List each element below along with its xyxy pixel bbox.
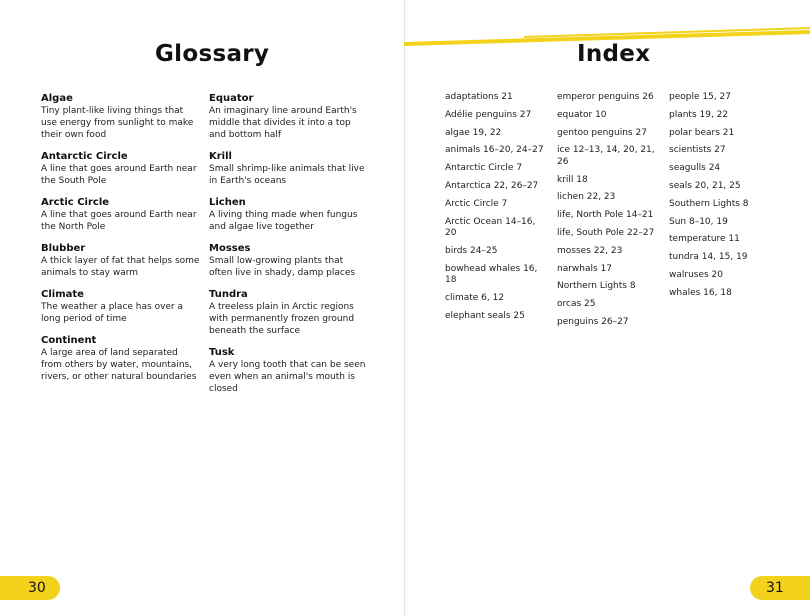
index-entry: Adélie penguins 27	[445, 109, 532, 120]
glossary-definition: A line that goes around Earth near the South Pole	[41, 164, 197, 186]
index-entry: Arctic Ocean 14–16, 20	[445, 216, 536, 239]
index-entry: Antarctic Circle 7	[445, 163, 523, 174]
index-entry: seals 20, 21, 25	[669, 180, 741, 191]
index-entry: equator 10	[557, 109, 607, 120]
index-entry: adaptations 21	[445, 92, 513, 102]
glossary-term: Continent	[41, 335, 97, 346]
glossary-term: Antarctic Circle	[41, 151, 128, 162]
glossary-term: Blubber	[41, 243, 86, 254]
index-entry: emperor penguins 26	[557, 92, 654, 102]
glossary-column-1	[41, 92, 201, 392]
index-entry: life, North Pole 14–21	[557, 210, 654, 221]
glossary-definition: A line that goes around Earth near the North Pole	[41, 210, 197, 232]
page-fold	[404, 0, 405, 616]
index-entry: Sun 8–10, 19	[669, 216, 728, 227]
glossary-definition: Small low-growing plants that often live in shady, damp places	[209, 256, 356, 278]
glossary-term: Lichen	[209, 197, 246, 208]
glossary-entry	[209, 92, 369, 141]
index-column-2	[557, 92, 659, 335]
glossary-entry	[209, 288, 369, 337]
index-entry: bowhead whales 16, 18	[445, 263, 538, 286]
index-entry: people 15, 27	[669, 92, 731, 102]
index-entry: ice 12–13, 14, 20, 21, 26	[557, 145, 655, 167]
index-entry: whales 16, 18	[669, 287, 732, 298]
index-entry: mosses 22, 23	[557, 245, 623, 256]
glossary-definition: Tiny plant-like living things that use energy from sunlight to make their own food	[41, 106, 194, 140]
index-entry: elephant seals 25	[445, 310, 525, 321]
glossary-entry	[41, 92, 201, 141]
glossary-term: Equator	[209, 93, 254, 104]
index-entry: life, South Pole 22–27	[557, 228, 655, 239]
index-entry: polar bears 21	[669, 127, 735, 138]
glossary-term: Tusk	[209, 347, 235, 358]
glossary-definition: A living thing made when fungus and algae live together	[209, 210, 358, 232]
index-column-3	[669, 92, 769, 306]
index-entry: Antarctica 22, 26–27	[445, 180, 539, 191]
glossary-entry	[209, 196, 369, 233]
index-column-1	[445, 92, 545, 329]
index-entry: Southern Lights 8	[669, 198, 749, 209]
index-entry: animals 16–20, 24–27	[445, 145, 544, 156]
index-entry: krill 18	[557, 174, 588, 185]
index-entry: Northern Lights 8	[557, 281, 636, 292]
index-entry: birds 24–25	[445, 245, 498, 256]
glossary-term: Krill	[209, 151, 232, 162]
index-entry: gentoo penguins 27	[557, 127, 647, 138]
glossary-definition: A large area of land separated from others by water, mountains, rivers, or other natural boundaries	[41, 348, 197, 382]
index-entry: seagulls 24	[669, 163, 721, 174]
glossary-title: Glossary	[155, 41, 270, 67]
glossary-definition: An imaginary line around Earth's middle that divides it into a top and bottom half	[209, 106, 357, 140]
glossary-column-2	[209, 92, 369, 404]
page-number-left: 30	[0, 576, 60, 600]
glossary-definition: A treeless plain in Arctic regions with permanently frozen ground beneath the surface	[209, 302, 355, 336]
glossary-term: Tundra	[209, 289, 248, 300]
glossary-term: Mosses	[209, 243, 251, 254]
index-entry: lichen 22, 23	[557, 192, 616, 203]
index-entry: algae 19, 22	[445, 127, 502, 138]
glossary-definition: The weather a place has over a long period of time	[41, 302, 184, 324]
glossary-entry	[41, 242, 201, 279]
glossary-entry	[41, 150, 201, 187]
glossary-entry	[41, 288, 201, 325]
index-entry: narwhals 17	[557, 263, 613, 274]
glossary-definition: Small shrimp-like animals that live in Earth's oceans	[209, 164, 365, 186]
index-entry: climate 6, 12	[445, 292, 505, 303]
index-entry: Arctic Circle 7	[445, 198, 508, 209]
glossary-entry	[209, 346, 369, 395]
glossary-entry	[209, 150, 369, 187]
index-title: Index	[577, 41, 651, 67]
glossary-entry	[41, 196, 201, 233]
index-entry: scientists 27	[669, 145, 726, 156]
glossary-term: Arctic Circle	[41, 197, 110, 208]
glossary-definition: A very long tooth that can be seen even when an animal's mouth is closed	[209, 360, 366, 394]
index-entry: walruses 20	[669, 269, 724, 280]
glossary-term: Climate	[41, 289, 84, 300]
index-entry: orcas 25	[557, 299, 596, 310]
page-number-right: 31	[750, 576, 810, 600]
index-entry: temperature 11	[669, 234, 740, 245]
glossary-definition: A thick layer of fat that helps some animals to stay warm	[41, 256, 200, 278]
glossary-entry	[41, 334, 201, 383]
index-entry: penguins 26–27	[557, 317, 629, 328]
index-entry: tundra 14, 15, 19	[669, 252, 748, 263]
index-entry: plants 19, 22	[669, 109, 729, 120]
glossary-term: Algae	[41, 93, 73, 104]
glossary-entry	[209, 242, 369, 279]
